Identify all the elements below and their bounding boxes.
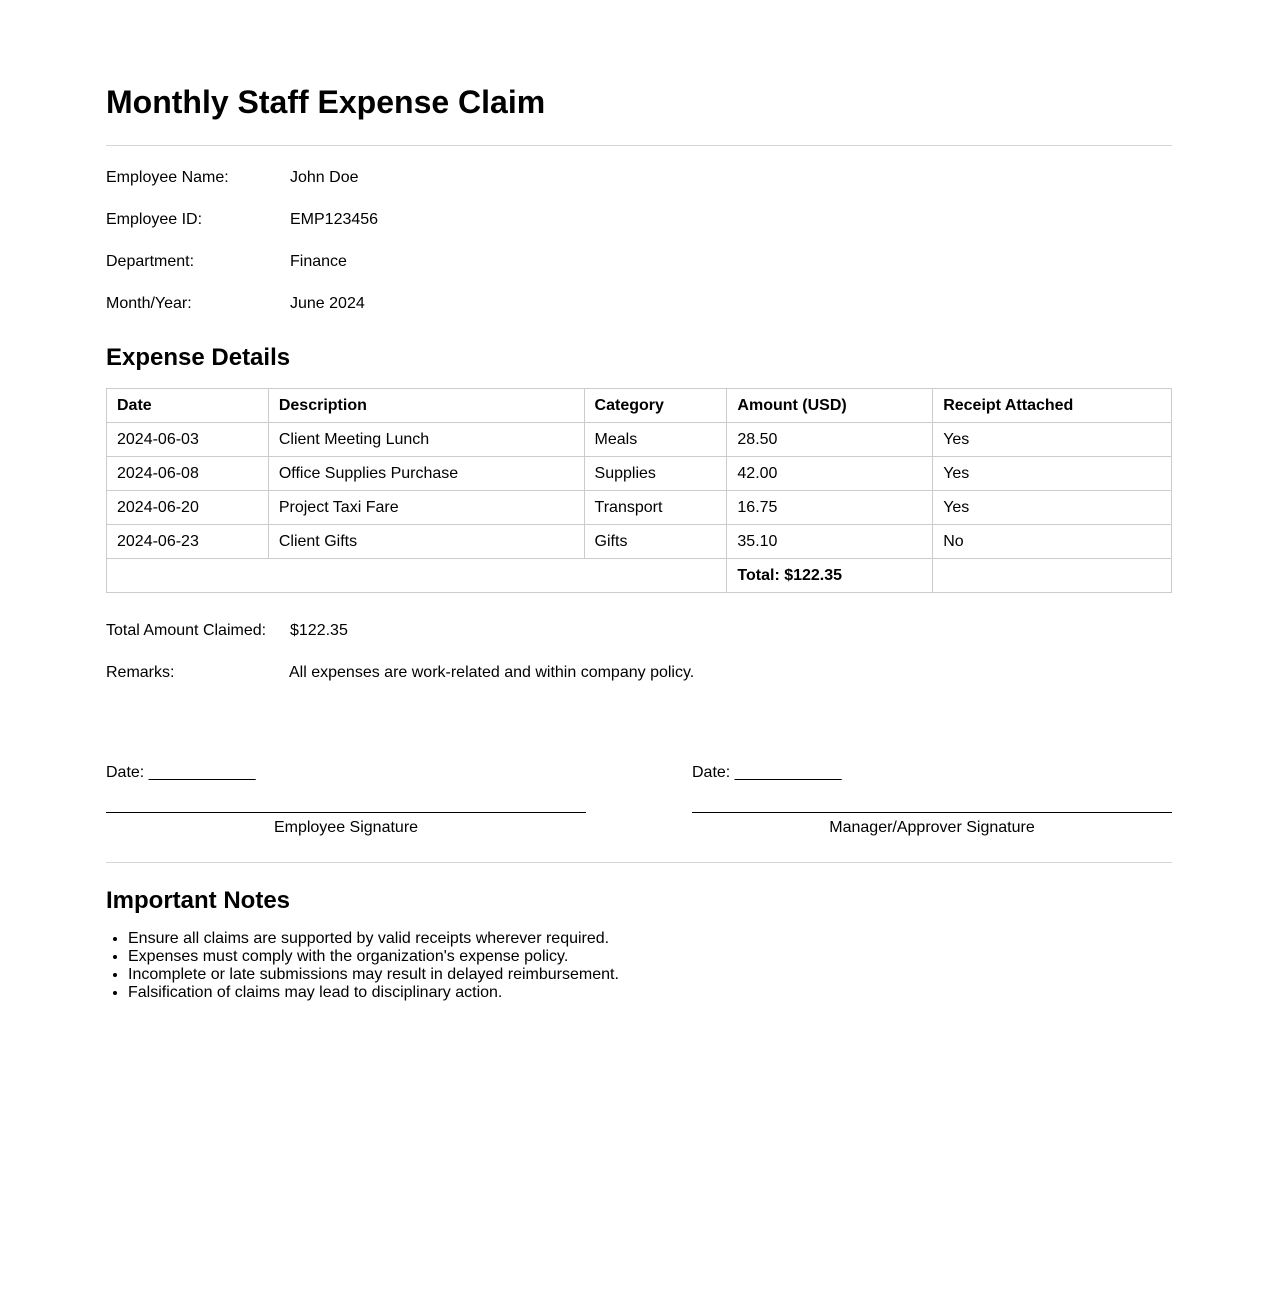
table-row — [107, 491, 1172, 525]
cell-description: Office Supplies Purchase — [268, 457, 584, 491]
cell-receipt: Yes — [933, 423, 1172, 457]
cell-receipt: Yes — [933, 491, 1172, 525]
table-header-row — [107, 389, 1172, 423]
cell-category: Meals — [584, 423, 727, 457]
cell-category: Supplies — [584, 457, 727, 491]
cell-date: 2024-06-23 — [107, 525, 269, 559]
department-label: Department: — [106, 253, 195, 270]
period-label: Month/Year: — [106, 295, 192, 312]
cell-date: 2024-06-20 — [107, 491, 269, 525]
employee-sign-date: Date: ____________ — [106, 764, 256, 781]
cell-date: 2024-06-08 — [107, 457, 269, 491]
list-item: • Falsification of claims may lead to disciplinary action. — [128, 984, 619, 1002]
department-value: Finance — [290, 253, 347, 270]
notes-list — [106, 930, 619, 1002]
column-header-amount: Amount (USD) — [727, 389, 933, 423]
cell-amount: 16.75 — [727, 491, 933, 525]
total-claimed-label: Total Amount Claimed: — [106, 622, 267, 639]
cell-description: Client Gifts — [268, 525, 584, 559]
cell-receipt: Yes — [933, 457, 1172, 491]
cell-description: Project Taxi Fare — [268, 491, 584, 525]
list-item: • Incomplete or late submissions may result in delayed reimbursement. — [128, 966, 619, 984]
employee-id-label: Employee ID: — [106, 211, 203, 228]
expense-details-heading: Expense Details — [106, 344, 291, 371]
cell-category: Transport — [584, 491, 727, 525]
employee-name-value: John Doe — [290, 169, 359, 186]
manager-signature-line — [692, 812, 1172, 813]
list-item: • Ensure all claims are supported by valid receipts wherever required. — [128, 930, 619, 948]
cell-amount: 35.10 — [727, 525, 933, 559]
page-title: Monthly Staff Expense Claim — [106, 84, 546, 120]
cell-amount: 42.00 — [727, 457, 933, 491]
total-claimed-value: $122.35 — [290, 622, 348, 639]
table-total-amount: Total: $122.35 — [727, 559, 933, 593]
employee-name-label: Employee Name: — [106, 169, 229, 186]
cell-date: 2024-06-03 — [107, 423, 269, 457]
employee-signature-caption: Employee Signature — [273, 819, 419, 836]
table-row — [107, 525, 1172, 559]
table-row — [107, 457, 1172, 491]
notes-divider — [106, 862, 1172, 863]
title-divider — [106, 145, 1172, 146]
manager-signature-caption: Manager/Approver Signature — [829, 819, 1035, 836]
cell-amount: 28.50 — [727, 423, 933, 457]
cell-category: Gifts — [584, 525, 727, 559]
list-item: • Expenses must comply with the organization's expense policy. — [128, 948, 619, 966]
column-header-category: Category — [584, 389, 727, 423]
important-notes-heading: Important Notes — [106, 887, 291, 914]
remarks-value: All expenses are work-related and within company policy. — [289, 664, 695, 681]
table-total-row — [107, 559, 1172, 593]
cell-receipt: No — [933, 525, 1172, 559]
column-header-receipt: Receipt Attached — [933, 389, 1172, 423]
column-header-date: Date — [107, 389, 269, 423]
manager-sign-date: Date: ____________ — [692, 764, 842, 781]
expense-table — [106, 388, 1172, 593]
total-row-empty-cell — [933, 559, 1172, 593]
column-header-description: Description — [268, 389, 584, 423]
remarks-label: Remarks: — [106, 664, 175, 681]
table-row — [107, 423, 1172, 457]
employee-id-value: EMP123456 — [290, 211, 379, 228]
cell-description: Client Meeting Lunch — [268, 423, 584, 457]
total-row-spacer — [107, 559, 727, 593]
period-value: June 2024 — [290, 295, 365, 312]
employee-signature-line — [106, 812, 586, 813]
